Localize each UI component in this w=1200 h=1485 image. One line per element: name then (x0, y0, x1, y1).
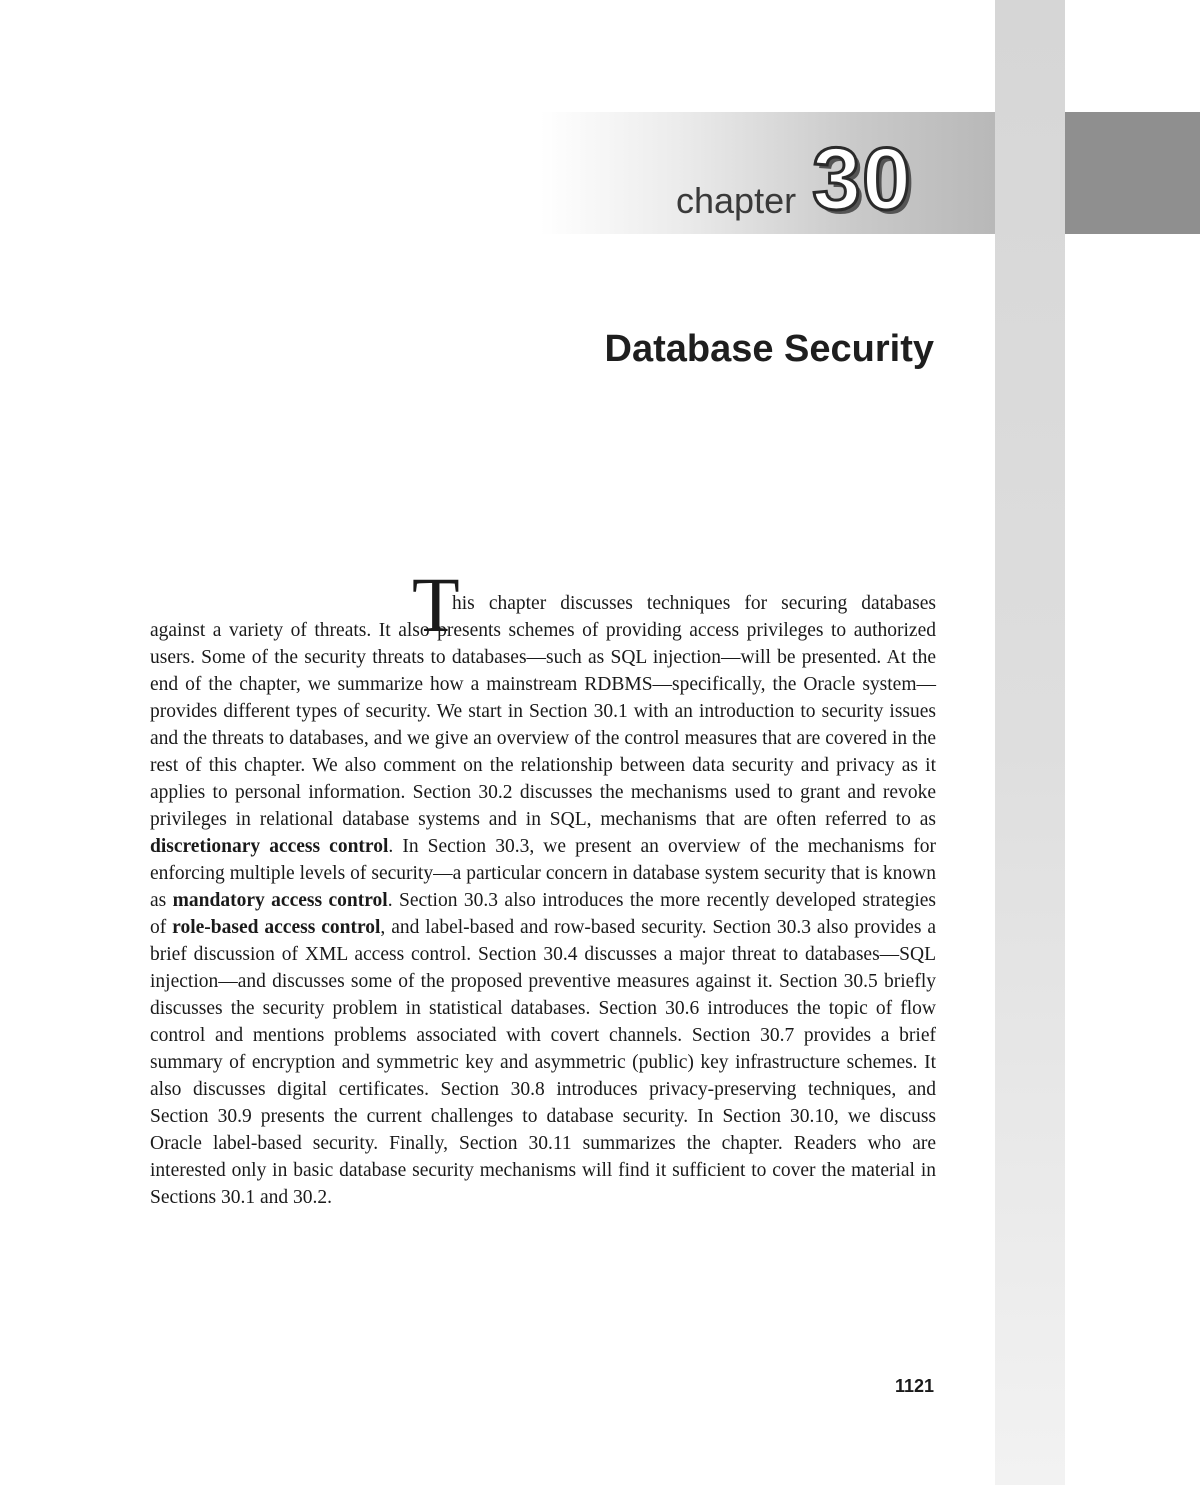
chapter-label: chapter (676, 180, 797, 221)
key-term: role-based access control (172, 917, 381, 938)
chapter-number: 30 (812, 129, 912, 228)
drop-cap: T (412, 561, 460, 648)
intro-text: his chapter discusses techniques for securing databases against a variety of threats. It also presents schemes of providing access privileges to authorized users. Some of the security threats to databases—such as SQL injection—will be presented. At the end of the chapter, we summarize how a mainstream RDBMS—specifically, the Oracle system—provides different types of security. We start in Section 30.1 with an introduction to security issues and the threats to databases, and we give an overview of the control measures that are covered in the rest of this chapter. We also comment on the relationship between data security and privacy as it applies to personal information. Section 30.2 discusses the mechanisms used to grant and revoke privileges in relational database systems and in SQL, mechanisms that are often referred to as (150, 593, 936, 830)
page-number: 1121 (894, 1376, 934, 1396)
key-term: discretionary access control (150, 836, 389, 857)
chapter-title: Database Security (604, 328, 934, 370)
intro-text: . In Section 30.3, we present an overview of the mechanisms for enforcing multiple levels of security—a particular concern in database system security that is known as (150, 836, 936, 911)
intro-text: , and label-based and row-based security. Section 30.3 also provides a brief discussion of XML access control. Section 30.4 discusses a major threat to databases—SQL injection—and discusses some of the proposed preventive measures against it. Section 30.5 briefly discusses the security problem in statistical databases. Section 30.6 introduces the topic of flow control and mentions problems associated with covert channels. Section 30.7 provides a brief summary of encryption and symmetric key and asymmetric (public) key infrastructure schemes. It also discusses digital certificates. Section 30.8 introduces privacy-preserving techniques, and Section 30.9 presents the current challenges to database security. In Section 30.10, we discuss Oracle label-based security. Finally, Section 30.11 summarizes the chapter. Readers who are interested only in basic database security mechanisms will find it sufficient to cover the material in Sections 30.1 and 30.2. (150, 917, 936, 1208)
chapter-band-tab (1065, 112, 1200, 234)
intro-paragraph (150, 590, 936, 1211)
key-term: mandatory access control (172, 890, 388, 911)
side-strip (995, 0, 1065, 1485)
intro-text: . Section 30.3 also introduces the more recently developed strategies of (150, 890, 936, 938)
